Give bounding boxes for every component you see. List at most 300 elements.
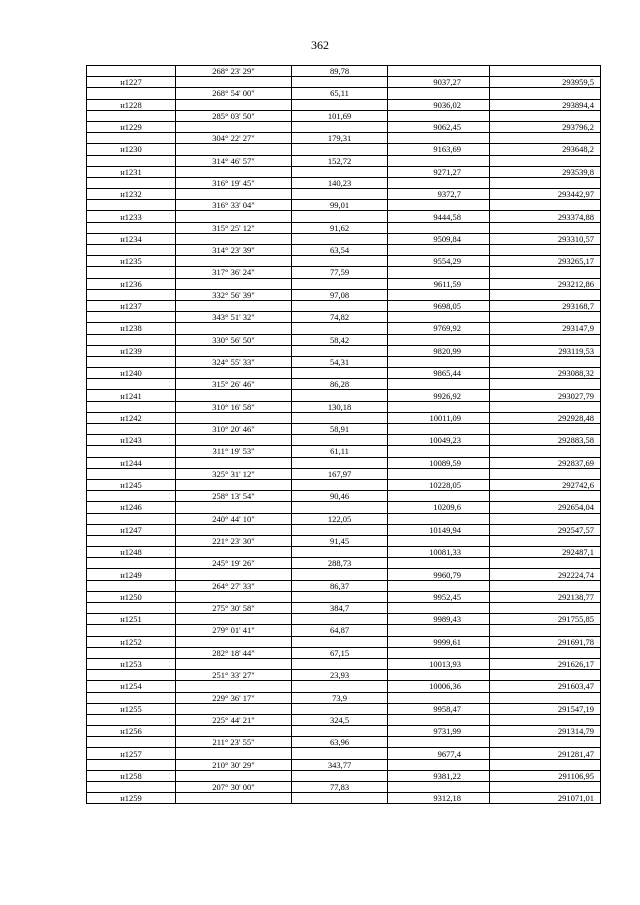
x-coordinate-cell: 10013,93 (388, 658, 490, 669)
y-coordinate-cell (490, 88, 601, 99)
y-coordinate-cell (490, 513, 601, 524)
table-row (87, 401, 601, 412)
y-coordinate-cell (490, 66, 601, 77)
angle-cell: 343° 51' 32" (176, 312, 292, 323)
angle-cell: 325° 31' 12" (176, 468, 292, 479)
table-row (87, 177, 601, 188)
angle-cell (176, 614, 292, 625)
angle-cell (176, 748, 292, 759)
table-row (87, 547, 601, 558)
length-cell (292, 233, 388, 244)
point-cell: н1242 (87, 412, 176, 423)
angle-cell (176, 435, 292, 446)
y-coordinate-cell (490, 289, 601, 300)
point-cell: н1249 (87, 569, 176, 580)
table-row (87, 737, 601, 748)
y-coordinate-cell (490, 782, 601, 793)
angle-cell: 310° 20' 46" (176, 424, 292, 435)
length-cell: 64,87 (292, 625, 388, 636)
x-coordinate-cell: 9769,92 (388, 323, 490, 334)
x-coordinate-cell (388, 334, 490, 345)
y-coordinate-cell (490, 603, 601, 614)
point-cell (87, 513, 176, 524)
point-cell: н1228 (87, 99, 176, 110)
point-cell: н1255 (87, 703, 176, 714)
x-coordinate-cell (388, 446, 490, 457)
coordinates-table (86, 65, 601, 804)
length-cell: 77,83 (292, 782, 388, 793)
x-coordinate-cell: 10011,09 (388, 412, 490, 423)
angle-cell (176, 658, 292, 669)
table-row (87, 502, 601, 513)
x-coordinate-cell (388, 513, 490, 524)
y-coordinate-cell: 293212,86 (490, 278, 601, 289)
y-coordinate-cell (490, 535, 601, 546)
point-cell (87, 88, 176, 99)
point-cell (87, 782, 176, 793)
length-cell: 99,01 (292, 200, 388, 211)
length-cell (292, 77, 388, 88)
length-cell (292, 703, 388, 714)
length-cell: 61,11 (292, 446, 388, 457)
point-cell: н1247 (87, 524, 176, 535)
length-cell: 86,37 (292, 580, 388, 591)
x-coordinate-cell: 10049,23 (388, 435, 490, 446)
point-cell (87, 379, 176, 390)
angle-cell (176, 233, 292, 244)
length-cell: 324,5 (292, 714, 388, 725)
x-coordinate-cell (388, 625, 490, 636)
length-cell (292, 636, 388, 647)
table-row (87, 110, 601, 121)
angle-cell: 229° 36' 17" (176, 692, 292, 703)
x-coordinate-cell: 9731,99 (388, 726, 490, 737)
point-cell: н1236 (87, 278, 176, 289)
table-row (87, 222, 601, 233)
length-cell (292, 345, 388, 356)
length-cell (292, 278, 388, 289)
length-cell (292, 457, 388, 468)
length-cell: 140,23 (292, 177, 388, 188)
length-cell (292, 681, 388, 692)
point-cell (87, 312, 176, 323)
point-cell (87, 714, 176, 725)
page-number: 362 (311, 38, 329, 52)
x-coordinate-cell (388, 155, 490, 166)
point-cell (87, 603, 176, 614)
y-coordinate-cell (490, 692, 601, 703)
point-cell: н1245 (87, 479, 176, 490)
length-cell: 58,42 (292, 334, 388, 345)
length-cell (292, 479, 388, 490)
angle-cell (176, 121, 292, 132)
table-row (87, 759, 601, 770)
table-row (87, 647, 601, 658)
x-coordinate-cell: 10149,94 (388, 524, 490, 535)
x-coordinate-cell: 9989,43 (388, 614, 490, 625)
y-coordinate-cell: 292883,58 (490, 435, 601, 446)
point-cell (87, 289, 176, 300)
angle-cell: 314° 46' 57" (176, 155, 292, 166)
length-cell (292, 412, 388, 423)
y-coordinate-cell (490, 334, 601, 345)
point-cell: н1237 (87, 300, 176, 311)
x-coordinate-cell (388, 267, 490, 278)
x-coordinate-cell (388, 245, 490, 256)
length-cell (292, 614, 388, 625)
table-row (87, 278, 601, 289)
point-cell: н1252 (87, 636, 176, 647)
x-coordinate-cell (388, 714, 490, 725)
x-coordinate-cell (388, 670, 490, 681)
angle-cell: 211° 23' 55" (176, 737, 292, 748)
angle-cell (176, 390, 292, 401)
x-coordinate-cell (388, 558, 490, 569)
angle-cell: 317° 36' 24" (176, 267, 292, 278)
x-coordinate-cell (388, 110, 490, 121)
length-cell: 65,11 (292, 88, 388, 99)
table-row (87, 267, 601, 278)
angle-cell: 330° 56' 50" (176, 334, 292, 345)
angle-cell (176, 591, 292, 602)
length-cell (292, 547, 388, 558)
table-row (87, 379, 601, 390)
angle-cell: 315° 25' 12" (176, 222, 292, 233)
table-row (87, 99, 601, 110)
x-coordinate-cell (388, 289, 490, 300)
y-coordinate-cell: 293265,17 (490, 256, 601, 267)
point-cell: н1241 (87, 390, 176, 401)
table-row (87, 513, 601, 524)
x-coordinate-cell (388, 692, 490, 703)
x-coordinate-cell: 9163,69 (388, 144, 490, 155)
length-cell: 91,45 (292, 535, 388, 546)
table-row (87, 189, 601, 200)
length-cell (292, 770, 388, 781)
y-coordinate-cell (490, 379, 601, 390)
table-row (87, 200, 601, 211)
length-cell (292, 300, 388, 311)
table-row (87, 77, 601, 88)
angle-cell: 258° 13' 54" (176, 491, 292, 502)
table-row (87, 558, 601, 569)
y-coordinate-cell (490, 267, 601, 278)
angle-cell: 210° 30' 29" (176, 759, 292, 770)
x-coordinate-cell (388, 603, 490, 614)
angle-cell: 268° 54' 00" (176, 88, 292, 99)
angle-cell (176, 256, 292, 267)
angle-cell: 324° 55' 33" (176, 356, 292, 367)
y-coordinate-cell: 293442,97 (490, 189, 601, 200)
table-body (87, 66, 601, 804)
x-coordinate-cell: 9960,79 (388, 569, 490, 580)
table-row (87, 491, 601, 502)
angle-cell: 285° 03' 50" (176, 110, 292, 121)
table-row (87, 658, 601, 669)
point-cell (87, 491, 176, 502)
table-row (87, 625, 601, 636)
point-cell: н1257 (87, 748, 176, 759)
length-cell: 73,9 (292, 692, 388, 703)
point-cell (87, 647, 176, 658)
x-coordinate-cell: 9958,47 (388, 703, 490, 714)
point-cell (87, 468, 176, 479)
x-coordinate-cell: 9820,99 (388, 345, 490, 356)
y-coordinate-cell: 292654,04 (490, 502, 601, 513)
table-row (87, 703, 601, 714)
table-row (87, 300, 601, 311)
length-cell (292, 211, 388, 222)
angle-cell: 316° 33' 04" (176, 200, 292, 211)
point-cell (87, 356, 176, 367)
point-cell: н1259 (87, 793, 176, 804)
length-cell: 167,97 (292, 468, 388, 479)
table-row (87, 233, 601, 244)
x-coordinate-cell (388, 222, 490, 233)
point-cell (87, 625, 176, 636)
angle-cell (176, 77, 292, 88)
length-cell (292, 591, 388, 602)
length-cell (292, 121, 388, 132)
length-cell (292, 368, 388, 379)
angle-cell: 316° 19' 45" (176, 177, 292, 188)
angle-cell (176, 793, 292, 804)
point-cell: н1233 (87, 211, 176, 222)
y-coordinate-cell: 293310,57 (490, 233, 601, 244)
angle-cell: 315° 26' 46" (176, 379, 292, 390)
y-coordinate-cell: 293168,7 (490, 300, 601, 311)
length-cell: 86,28 (292, 379, 388, 390)
length-cell (292, 658, 388, 669)
y-coordinate-cell: 292742,6 (490, 479, 601, 490)
angle-cell (176, 189, 292, 200)
x-coordinate-cell (388, 759, 490, 770)
y-coordinate-cell: 293959,5 (490, 77, 601, 88)
table-row (87, 211, 601, 222)
length-cell: 288,73 (292, 558, 388, 569)
length-cell: 74,82 (292, 312, 388, 323)
angle-cell: 225° 44' 21" (176, 714, 292, 725)
table-row (87, 535, 601, 546)
x-coordinate-cell: 10209,6 (388, 502, 490, 513)
point-cell (87, 200, 176, 211)
length-cell: 101,69 (292, 110, 388, 121)
x-coordinate-cell: 9611,59 (388, 278, 490, 289)
y-coordinate-cell: 292928,48 (490, 412, 601, 423)
x-coordinate-cell (388, 580, 490, 591)
angle-cell (176, 300, 292, 311)
y-coordinate-cell (490, 625, 601, 636)
length-cell: 97,08 (292, 289, 388, 300)
y-coordinate-cell: 291603,47 (490, 681, 601, 692)
y-coordinate-cell: 292138,77 (490, 591, 601, 602)
x-coordinate-cell: 10228,05 (388, 479, 490, 490)
y-coordinate-cell (490, 401, 601, 412)
point-cell (87, 759, 176, 770)
y-coordinate-cell: 292837,69 (490, 457, 601, 468)
y-coordinate-cell (490, 424, 601, 435)
table-row (87, 66, 601, 77)
table-row (87, 457, 601, 468)
table-row (87, 670, 601, 681)
x-coordinate-cell (388, 88, 490, 99)
angle-cell: 207° 30' 00" (176, 782, 292, 793)
y-coordinate-cell (490, 737, 601, 748)
point-cell: н1240 (87, 368, 176, 379)
point-cell: н1244 (87, 457, 176, 468)
angle-cell (176, 144, 292, 155)
table-row (87, 155, 601, 166)
x-coordinate-cell (388, 66, 490, 77)
table-row (87, 144, 601, 155)
point-cell: н1253 (87, 658, 176, 669)
point-cell (87, 133, 176, 144)
x-coordinate-cell (388, 491, 490, 502)
point-cell: н1251 (87, 614, 176, 625)
y-coordinate-cell: 291626,17 (490, 658, 601, 669)
angle-cell (176, 524, 292, 535)
x-coordinate-cell (388, 535, 490, 546)
angle-cell: 310° 16' 58" (176, 401, 292, 412)
y-coordinate-cell (490, 714, 601, 725)
x-coordinate-cell (388, 737, 490, 748)
point-cell (87, 558, 176, 569)
angle-cell (176, 636, 292, 647)
length-cell: 122,05 (292, 513, 388, 524)
length-cell (292, 166, 388, 177)
point-cell (87, 177, 176, 188)
x-coordinate-cell (388, 356, 490, 367)
length-cell (292, 435, 388, 446)
point-cell: н1254 (87, 681, 176, 692)
angle-cell (176, 569, 292, 580)
angle-cell (176, 681, 292, 692)
point-cell: н1248 (87, 547, 176, 558)
table-row (87, 289, 601, 300)
table-row (87, 591, 601, 602)
table-row (87, 748, 601, 759)
y-coordinate-cell: 293894,4 (490, 99, 601, 110)
table-row (87, 636, 601, 647)
table-row (87, 256, 601, 267)
x-coordinate-cell (388, 133, 490, 144)
point-cell: н1238 (87, 323, 176, 334)
angle-cell (176, 547, 292, 558)
x-coordinate-cell (388, 647, 490, 658)
x-coordinate-cell: 9372,7 (388, 189, 490, 200)
table-row (87, 121, 601, 132)
x-coordinate-cell: 10006,36 (388, 681, 490, 692)
table-row (87, 468, 601, 479)
angle-cell (176, 502, 292, 513)
angle-cell: 240° 44' 10" (176, 513, 292, 524)
y-coordinate-cell (490, 558, 601, 569)
angle-cell (176, 770, 292, 781)
table-row (87, 435, 601, 446)
table-row (87, 569, 601, 580)
table-row (87, 681, 601, 692)
length-cell (292, 524, 388, 535)
y-coordinate-cell (490, 759, 601, 770)
point-cell: н1258 (87, 770, 176, 781)
angle-cell: 275° 30' 58" (176, 603, 292, 614)
y-coordinate-cell: 293088,32 (490, 368, 601, 379)
y-coordinate-cell (490, 647, 601, 658)
length-cell (292, 390, 388, 401)
point-cell (87, 267, 176, 278)
table-row (87, 770, 601, 781)
table-row (87, 245, 601, 256)
point-cell: н1243 (87, 435, 176, 446)
angle-cell (176, 703, 292, 714)
length-cell: 90,46 (292, 491, 388, 502)
length-cell: 384,7 (292, 603, 388, 614)
angle-cell (176, 479, 292, 490)
angle-cell (176, 345, 292, 356)
table-row (87, 479, 601, 490)
table-row (87, 133, 601, 144)
x-coordinate-cell (388, 200, 490, 211)
length-cell (292, 793, 388, 804)
length-cell (292, 748, 388, 759)
length-cell: 54,31 (292, 356, 388, 367)
point-cell (87, 424, 176, 435)
y-coordinate-cell: 293796,2 (490, 121, 601, 132)
length-cell (292, 569, 388, 580)
point-cell (87, 245, 176, 256)
angle-cell: 268° 23' 29" (176, 66, 292, 77)
x-coordinate-cell: 9677,4 (388, 748, 490, 759)
y-coordinate-cell (490, 580, 601, 591)
table-row (87, 580, 601, 591)
length-cell: 58,91 (292, 424, 388, 435)
x-coordinate-cell: 9381,22 (388, 770, 490, 781)
angle-cell: 311° 19' 53" (176, 446, 292, 457)
table-row (87, 334, 601, 345)
table-row (87, 356, 601, 367)
x-coordinate-cell: 9036,02 (388, 99, 490, 110)
point-cell (87, 446, 176, 457)
y-coordinate-cell (490, 446, 601, 457)
point-cell (87, 110, 176, 121)
point-cell (87, 670, 176, 681)
length-cell: 77,59 (292, 267, 388, 278)
angle-cell (176, 412, 292, 423)
y-coordinate-cell: 293374,88 (490, 211, 601, 222)
length-cell: 91,62 (292, 222, 388, 233)
y-coordinate-cell: 291691,78 (490, 636, 601, 647)
table-row (87, 782, 601, 793)
x-coordinate-cell: 9271,27 (388, 166, 490, 177)
x-coordinate-cell: 9926,92 (388, 390, 490, 401)
y-coordinate-cell: 293027,79 (490, 390, 601, 401)
point-cell: н1235 (87, 256, 176, 267)
length-cell: 130,18 (292, 401, 388, 412)
point-cell: н1232 (87, 189, 176, 200)
x-coordinate-cell: 9312,18 (388, 793, 490, 804)
angle-cell: 245° 19' 26" (176, 558, 292, 569)
angle-cell (176, 99, 292, 110)
length-cell (292, 323, 388, 334)
y-coordinate-cell (490, 155, 601, 166)
point-cell: н1229 (87, 121, 176, 132)
y-coordinate-cell: 292224,74 (490, 569, 601, 580)
length-cell: 67,15 (292, 647, 388, 658)
y-coordinate-cell (490, 177, 601, 188)
table-row (87, 412, 601, 423)
y-coordinate-cell: 291314,79 (490, 726, 601, 737)
x-coordinate-cell: 9698,05 (388, 300, 490, 311)
